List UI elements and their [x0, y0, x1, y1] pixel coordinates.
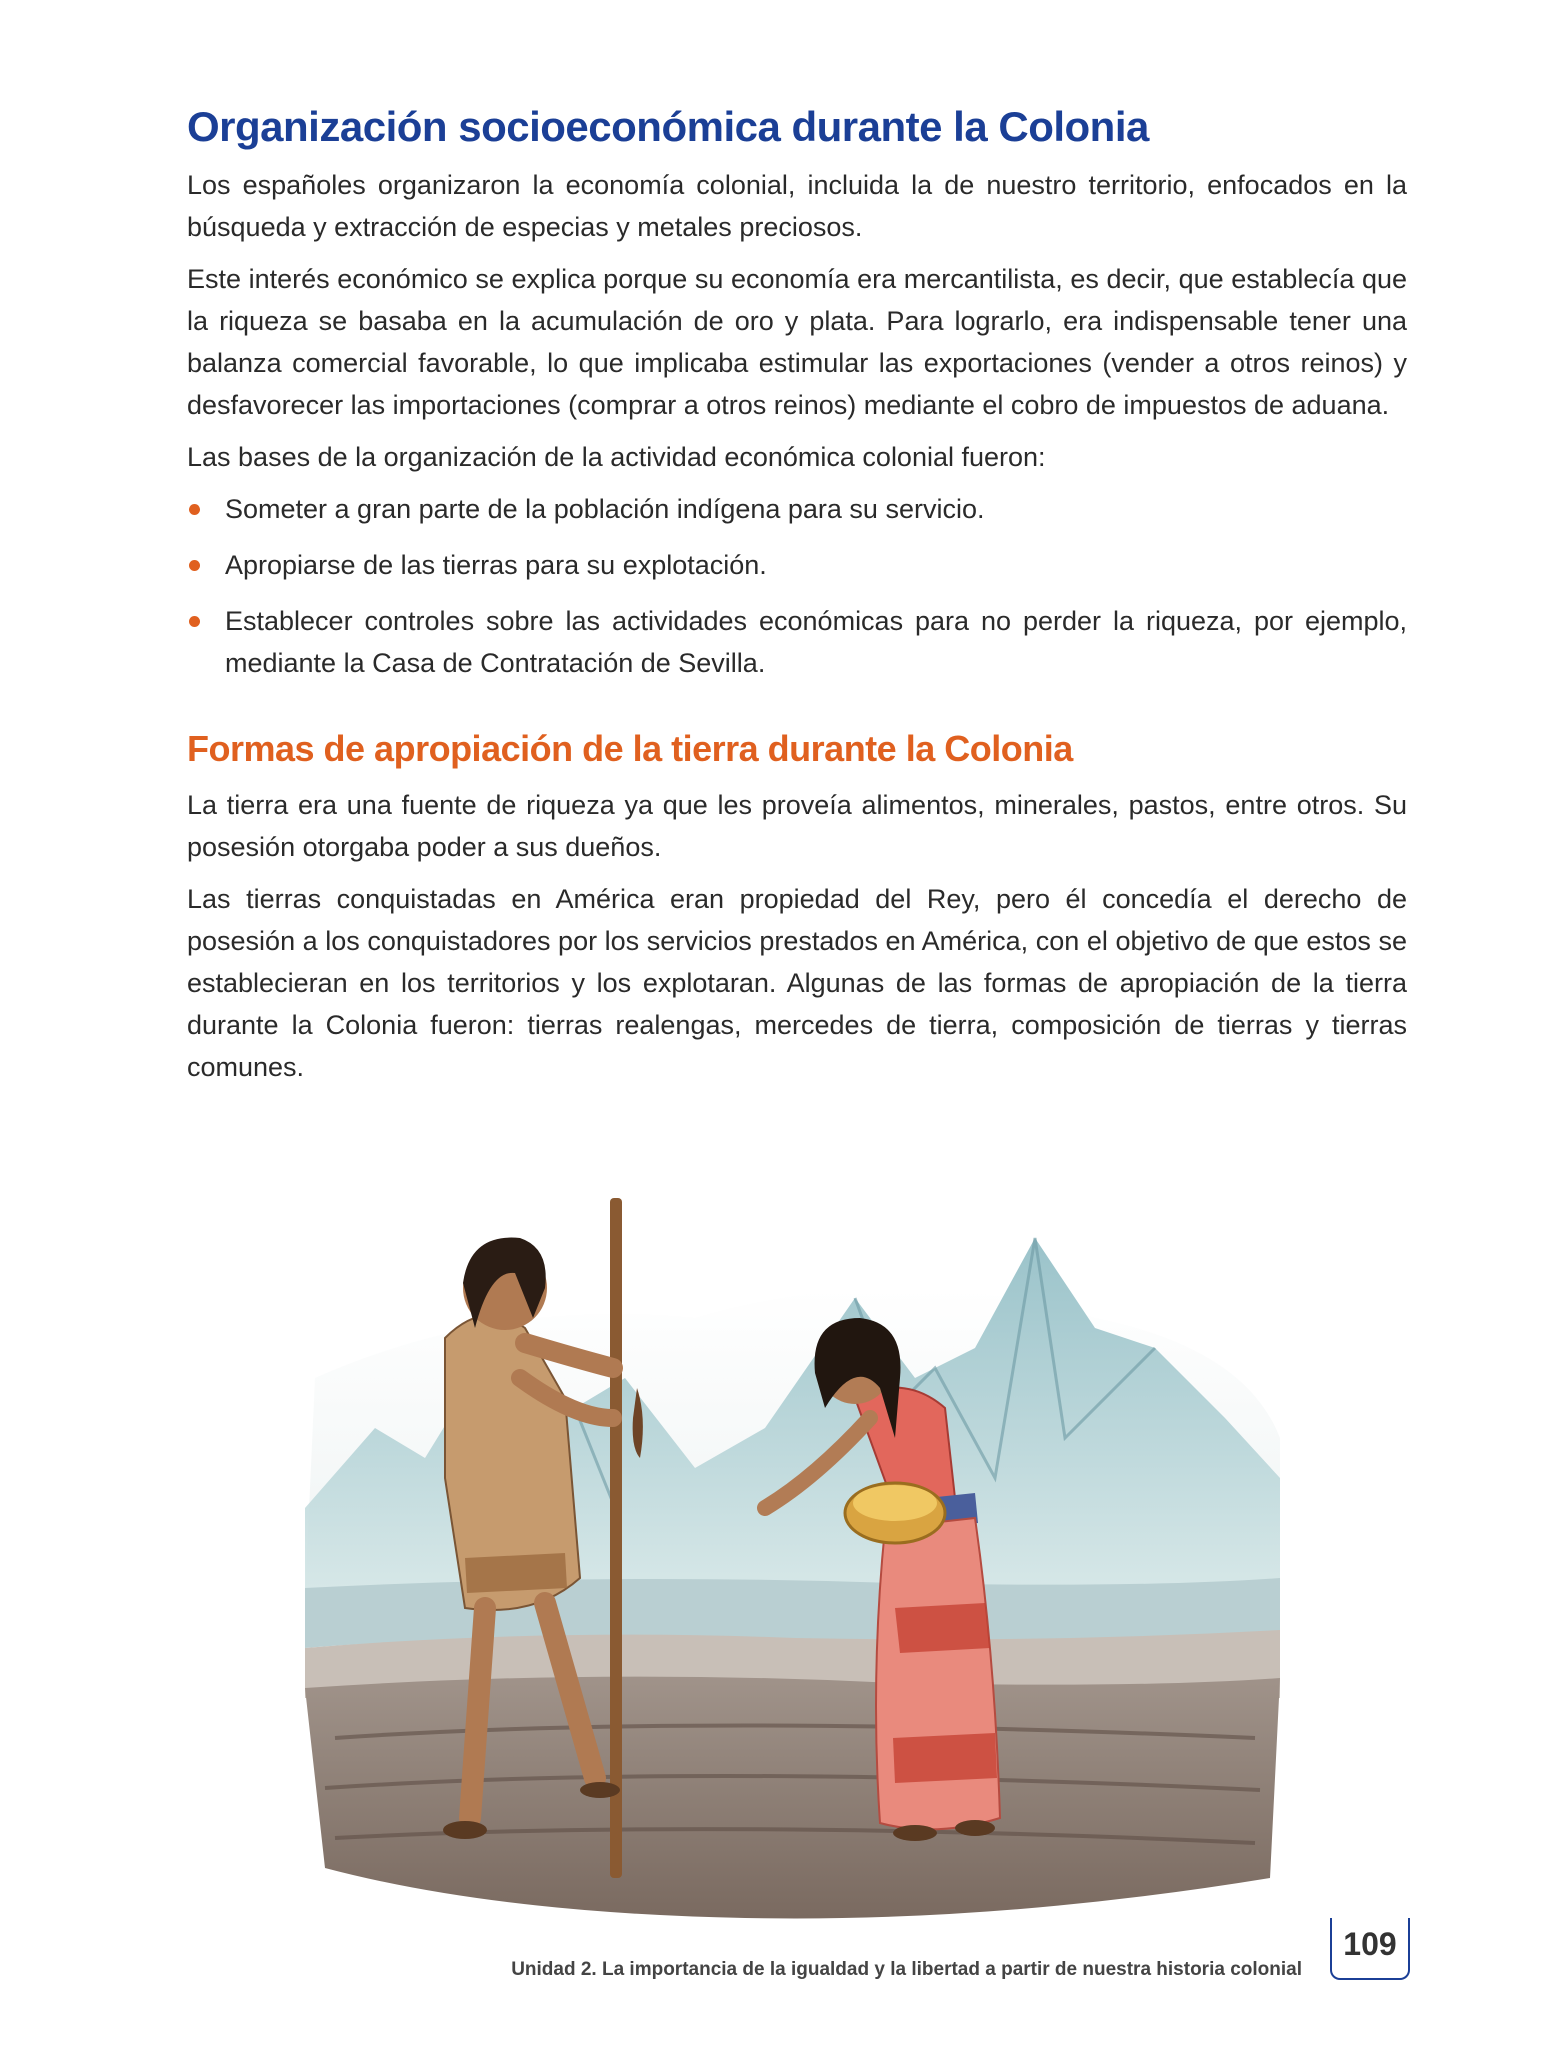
page-content — [187, 100, 1407, 1098]
paragraph: Los españoles organizaron la economía colonial, incluida la de nuestro territorio, enfocados en la búsqueda y extracción de especias y metales preciosos. — [187, 170, 1407, 242]
bullet-icon — [189, 560, 200, 571]
list-item — [187, 544, 1407, 586]
paragraph: Las bases de la organización de la actividad económica colonial fueron: — [187, 442, 1046, 472]
list-item-text: Establecer controles sobre las actividades económicas para no perder la riqueza, por ejemplo, mediante la Casa de Contratación de Sevilla. — [225, 606, 1407, 678]
footer-unit-title: Unidad 2. La importancia de la igualdad y la libertad a partir de nuestra historia colonial — [511, 1959, 1302, 1980]
bullet-icon — [189, 504, 200, 515]
list-item — [187, 600, 1407, 684]
paragraph: Este interés económico se explica porque su economía era mercantilista, es decir, que establecía que la riqueza se basaba en la acumulación de oro y plata. Para lograrlo, era indispensable tener una balanza comercial favorable, lo que implicaba estimular las exportaciones (vender a otros reinos) y desfavorecer las importaciones (comprar a otros reinos) mediante el cobro de impuestos de aduana. — [187, 264, 1407, 420]
bullet-icon — [189, 616, 200, 627]
paragraph: Las tierras conquistadas en América eran propiedad del Rey, pero él concedía el derecho de posesión a los conquistadores por los servicios prestados en América, con el objetivo de que estos se establecieran en los territorios y los explotaran. Algunas de las formas de apropiación de la tierra durante la Colonia fueron: tierras realengas, mercedes de tierra, composición de tierras y tierras comunes. — [187, 884, 1407, 1082]
section-title-land: Formas de apropiación de la tierra durante la Colonia — [187, 728, 1073, 769]
bases-list — [187, 488, 1407, 684]
list-item — [187, 488, 1407, 530]
farming-illustration — [295, 1178, 1290, 1938]
section-land-appropriation — [187, 726, 1407, 1088]
page-number-box — [1330, 1918, 1410, 1980]
page-number: 109 — [1343, 1926, 1397, 1962]
paragraph: La tierra era una fuente de riqueza ya que les proveía alimentos, minerales, pastos, entre otros. Su posesión otorgaba poder a sus dueños. — [187, 790, 1407, 862]
list-item-text: Apropiarse de las tierras para su explotación. — [225, 550, 767, 580]
section-title-socioeconomic: Organización socioeconómica durante la Colonia — [187, 103, 1149, 150]
list-item-text: Someter a gran parte de la población indígena para su servicio. — [225, 494, 985, 524]
